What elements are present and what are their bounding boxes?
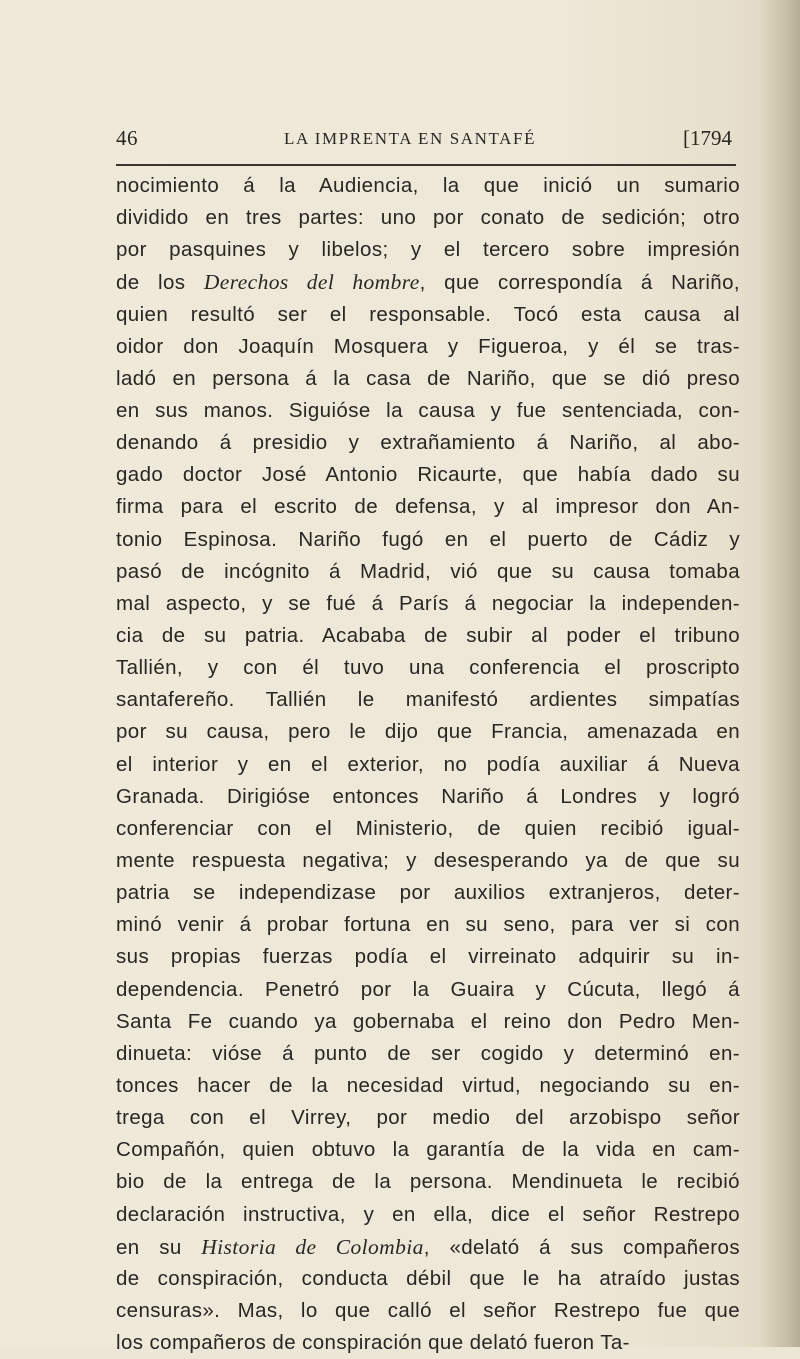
text-line	[116, 427, 740, 459]
text-segment: censuras». Mas, lo que calló el señor Restrepo fue que	[116, 1298, 740, 1322]
text-line	[116, 749, 740, 781]
text-segment: oidor don Joaquín Mosquera y Figueroa, y él se tras-	[116, 334, 740, 358]
text-segment: pasó de incógnito á Madrid, vió que su causa tomaba	[116, 559, 740, 583]
text-line	[116, 845, 740, 877]
page-header	[116, 126, 736, 160]
text-segment: gado doctor José Antonio Ricaurte, que había dado su	[116, 463, 740, 487]
text-line	[116, 684, 740, 716]
text-line	[116, 331, 740, 363]
page-number: 46	[116, 126, 138, 150]
text-segment: Santa Fe cuando ya gobernaba el reino don Pedro Men-	[116, 1009, 740, 1033]
text-line	[116, 974, 740, 1006]
text-segment: dinueta: vióse á punto de ser cogido y determinó en-	[116, 1041, 740, 1065]
text-segment: por pasquines y libelos; y el tercero sobre impresión	[116, 238, 740, 262]
page-edge-shadow	[760, 0, 800, 1347]
text-segment: en sus manos. Siguióse la causa y fue sentenciada, con-	[116, 398, 740, 422]
text-line	[116, 363, 740, 395]
text-line	[116, 652, 740, 684]
text-segment: sus propias fuerzas podía el virreinato adquirir su in-	[116, 945, 740, 969]
text-segment: Compañón, quien obtuvo la garantía de la vida en cam-	[116, 1138, 740, 1162]
text-line	[116, 588, 740, 620]
text-segment: mal aspecto, y se fué á París á negociar la independen-	[116, 591, 740, 615]
text-segment: cia de su patria. Acababa de subir al poder el tribuno	[116, 623, 740, 647]
body-text	[116, 170, 740, 1359]
text-line	[116, 1327, 740, 1359]
text-segment: Granada. Dirigióse entonces Nariño á Londres y logró	[116, 784, 740, 808]
text-segment: declaración instructiva, y en ella, dice el señor Restrepo	[116, 1202, 740, 1226]
text-segment: de los	[116, 271, 204, 295]
text-segment: , que correspondía á Nariño,	[419, 271, 740, 295]
year-mark: [1794	[683, 126, 732, 150]
text-line	[116, 1070, 740, 1102]
text-line	[116, 491, 740, 523]
text-segment: quien resultó ser el responsable. Tocó esta causa al	[116, 302, 740, 326]
text-segment: tonio Espinosa. Nariño fugó en el puerto de Cádiz y	[116, 527, 740, 551]
text-line	[116, 202, 740, 234]
text-line	[116, 170, 740, 202]
text-segment: santafereño. Tallién le manifestó ardientes simpatías	[116, 688, 740, 712]
text-segment: Tallién, y con él tuvo una conferencia el proscripto	[116, 656, 740, 680]
text-segment: patria se independizase por auxilios extranjeros, deter-	[116, 881, 740, 905]
text-line	[116, 395, 740, 427]
text-segment: denando á presidio y extrañamiento á Nariño, al abo-	[116, 431, 740, 455]
text-segment: conferenciar con el Ministerio, de quien recibió igual-	[116, 816, 740, 840]
text-segment: en su	[116, 1235, 202, 1259]
header-rule	[116, 164, 736, 166]
text-line	[116, 556, 740, 588]
text-line	[116, 234, 740, 266]
text-line	[116, 877, 740, 909]
text-line	[116, 299, 740, 331]
text-segment: tonces hacer de la necesidad virtud, negociando su en-	[116, 1073, 740, 1097]
text-segment: minó venir á probar fortuna en su seno, para ver si con	[116, 913, 740, 937]
text-segment: bio de la entrega de la persona. Mendinueta le recibió	[116, 1170, 740, 1194]
text-line	[116, 1263, 740, 1295]
text-line	[116, 620, 740, 652]
text-line	[116, 781, 740, 813]
text-line	[116, 909, 740, 941]
text-segment: de conspiración, conducta débil que le ha atraído justas	[116, 1266, 740, 1290]
text-segment: los compañeros de conspiración que delató fueron Ta-	[116, 1331, 630, 1355]
text-segment: trega con el Virrey, por medio del arzobispo señor	[116, 1106, 740, 1130]
text-line	[116, 1102, 740, 1134]
text-line	[116, 941, 740, 973]
italic-title: Derechos del hombre	[203, 270, 420, 295]
text-segment: firma para el escrito de defensa, y al impresor don An-	[116, 495, 740, 519]
text-segment: dividido en tres partes: uno por conato de sedición; otro	[116, 206, 740, 230]
text-line	[116, 459, 740, 491]
text-line	[116, 266, 740, 298]
text-line	[116, 1038, 740, 1070]
text-line	[116, 813, 740, 845]
text-line	[116, 1295, 740, 1327]
text-line	[116, 1199, 740, 1231]
text-line	[116, 524, 740, 556]
text-line	[116, 1231, 740, 1263]
text-segment: dependencia. Penetró por la Guaira y Cúcuta, llegó á	[116, 977, 740, 1001]
text-line	[116, 1134, 740, 1166]
text-line	[116, 716, 740, 748]
text-segment: por su causa, pero le dijo que Francia, amenazada en	[116, 720, 740, 744]
text-segment: nocimiento á la Audiencia, la que inició un sumario	[116, 174, 740, 197]
italic-title: Historia de Colombia	[201, 1234, 424, 1259]
text-segment: ladó en persona á la casa de Nariño, que se dió preso	[116, 366, 740, 390]
text-segment: el interior y en el exterior, no podía auxiliar á Nueva	[116, 752, 740, 776]
text-segment: mente respuesta negativa; y desesperando ya de que su	[116, 848, 740, 872]
text-line	[116, 1006, 740, 1038]
running-head: LA IMPRENTA EN SANTAFÉ	[284, 129, 537, 148]
text-line	[116, 1166, 740, 1198]
text-segment: , «delató á sus compañeros	[423, 1235, 740, 1259]
